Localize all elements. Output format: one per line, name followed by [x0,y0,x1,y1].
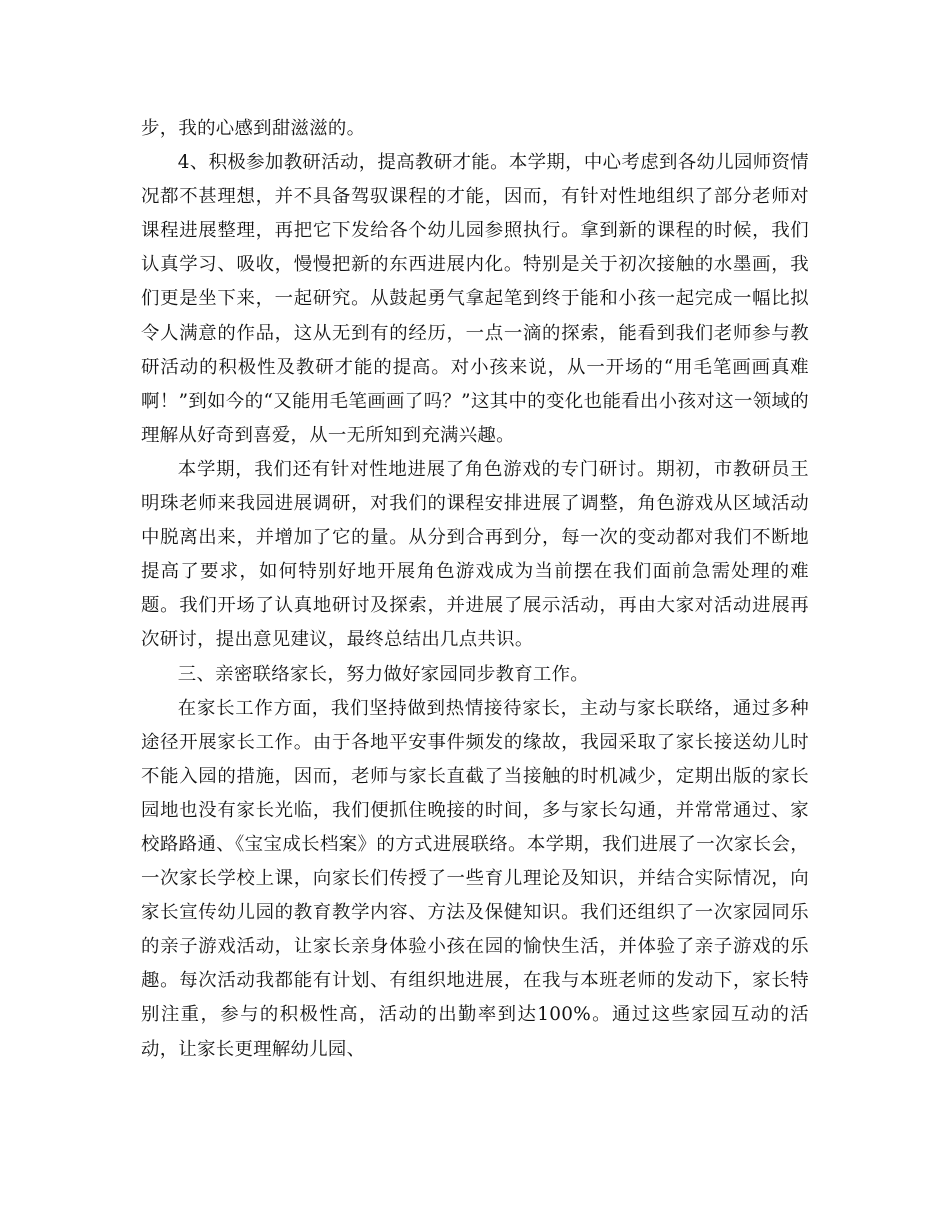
paragraph-continuation: 步，我的心感到甜滋滋的。 [141,118,366,139]
paragraph-role-play-research: 本学期，我们还有针对性地进展了角色游戏的专门研讨。期初，市教研员王明珠老师来我园进展调研，对我们的课程安排进展了调整，角色游戏从区域活动中脱离出来，并增加了它的量。从分到合再到分，每一次的变动都对我们不断地提高了要求，如何特别好地开展角色游戏成为当前摆在我们面前急需处理的难题。我们开场了认真地研讨及探索，并进展了展示活动，再由大家对活动进展再次研讨，提出意见建议，最终总结出几点共识。 [141,458,809,651]
document-body [141,112,809,1067]
paragraph-teaching-research: 4、积极参加教研活动，提高教研才能。本学期，中心考虑到各幼儿园师资情况都不甚理想，并不具备驾驭课程的才能，因而，有针对性地组织了部分老师对课程进展整理，再把它下发给各个幼儿园参照执行。拿到新的课程的时候，我们认真学习、吸收，慢慢把新的东西进展内化。特别是关于初次接触的水墨画，我们更是坐下来，一起研究。从鼓起勇气拿起笔到终于能和小孩一起完成一幅比拟令人满意的作品，这从无到有的经历，一点一滴的探索，能看到我们老师参与教研活动的积极性及教研才能的提高。对小孩来说，从一开场的“用毛笔画画真难啊！”到如今的“又能用毛笔画画了吗？”这其中的变化也能看出小孩对这一领域的理解从好奇到喜爱，从一无所知到充满兴趣。 [141,152,809,446]
section-heading-parent-contact: 三、亲密联络家长，努力做好家园同步教育工作。 [177,663,589,685]
paragraph-parent-work: 在家长工作方面，我们坚持做到热情接待家长，主动与家长联络，通过多种途径开展家长工作。由于各地平安事件频发的缘故，我园采取了家长接送幼儿时不能入园的措施，因而，老师与家长直截了当接触的时机减少，定期出版的家长园地也没有家长光临，我们便抓住晚接的时间，多与家长勾通，并常常通过、家校路路通、《宝宝成长档案》的方式进展联络。本学期，我们进展了一次家长会，一次家长学校上课，向家长们传授了一些育儿理论及知识，并结合实际情况，向家长宣传幼儿园的教育教学内容、方法及保健知识。我们还组织了一次家园同乐的亲子游戏活动，让家长亲身体验小孩在园的愉快生活，并体验了亲子游戏的乐趣。每次活动我都能有计划、有组织地进展，在我与本班老师的发动下，家长特别注重，参与的积极性高，活动的出勤率到达100%。通过这些家园互动的活动，让家长更理解幼儿园、 [141,697,809,1060]
